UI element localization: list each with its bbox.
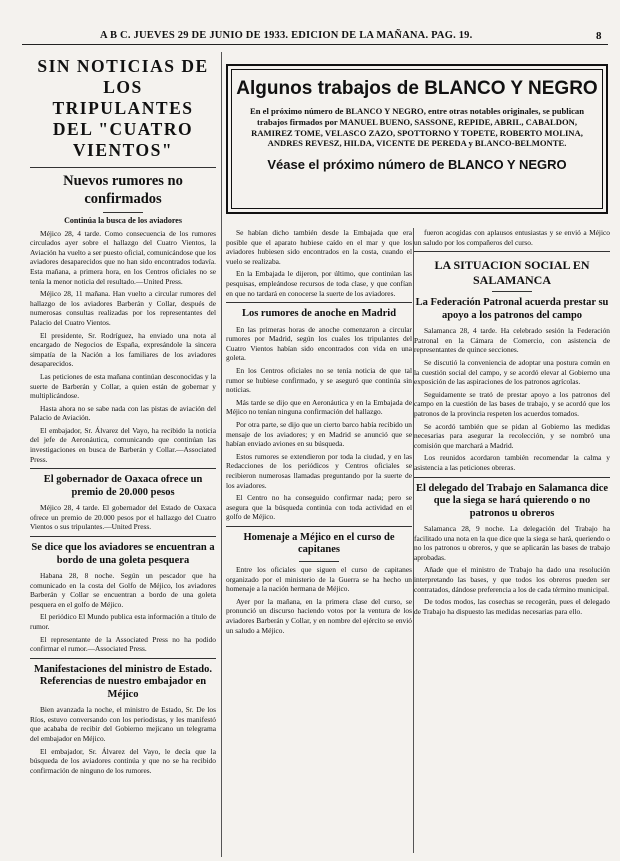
paragraph: fueron acogidas con aplausos entusiastas y se envió a Méjico un saludo por los compañeros del curso. — [414, 228, 610, 247]
divider — [226, 302, 412, 303]
subhead-busca: Continúa la busca de los aviadores — [64, 216, 182, 225]
paragraph: En las primeras horas de anoche comenzaron a circular rumores por Madrid, según los cuales los tripulantes del Cuatro Vientos habían sido encontrados con vida en una goleta. — [226, 324, 412, 363]
paragraph: Bien avanzada la noche, el ministro de Estado, Sr. De los Ríos, estuvo conversando con los periodistas, y les manifestó que acababa de recibir del Gobierno mejicano un telegrama del embajador en Méjico. — [30, 705, 216, 744]
paragraph: Se habían dicho también desde la Embajada que era posible que el aparato hubiese caído en el mar y que los aviadores hubiesen sido encontrados en la costa, cuando el vuelo se realizaba. — [226, 228, 412, 266]
headline-goleta: Se dice que los aviadores se encuentran a bordo de una goleta pesquera — [31, 542, 215, 566]
column-2 — [226, 228, 412, 853]
headline-homenaje: Homenaje a Méjico en el curso de capitanes — [243, 531, 395, 556]
headline-federacion: La Federación Patronal acuerda prestar su apoyo a los patronos del campo — [415, 297, 609, 321]
paragraph: Más tarde se dijo que en Aeronáutica y en la Embajada de Méjico no tenían ninguna confirmación del hallazgo. — [226, 397, 412, 417]
headline-manifestaciones: Manifestaciones del ministro de Estado. Referencias de nuestro embajador en Méjico — [33, 663, 212, 700]
paragraph: Ayer por la mañana, en la primera clase del curso, se pronunció un discurso haciendo votos por la ventura de los aviadores Barberán y Collar, y en nombre del ejército se envió un saludo a Méjico. — [226, 596, 412, 635]
headline-situacion-social: LA SITUACION SOCIAL EN SALAMANCA — [434, 258, 590, 287]
paragraph: Méjico 28, 11 mañana. Han vuelto a circular rumores del hallazgo de los aviadores Barberán y Collar, después de numerosas consultas realizadas por los representantes del Palacio del Cuatro Vientos. — [30, 289, 216, 327]
paragraph: El presidente, Sr. Rodríguez, ha enviado una nota al encargado de Negocios de España, expresándole la sincera simpatía de la Nación a los familiares de los aviadores desaparecidos. — [30, 330, 216, 369]
paragraph: El representante de la Associated Press no ha podido confirmar el rumor.—Associated Press. — [30, 634, 216, 654]
paragraph: Hasta ahora no se sabe nada con las pistas de aviación del Palacio de Aviación. — [30, 403, 216, 423]
paragraph: En los Centros oficiales no se tenía noticia de que tal rumor se hubiese confirmado, y se aseguró que continúa sin noticias. — [226, 366, 412, 395]
divider — [414, 251, 610, 252]
blanco-y-negro-ad — [226, 64, 608, 214]
paragraph: Por otra parte, se dijo que un cierto barco había recibido un mensaje de los aviadores; y en Madrid se anunció que se habían enviado aviones en su búsqueda. — [226, 420, 412, 449]
divider — [30, 536, 216, 537]
paragraph: De todos modos, las cosechas se recogerán, pues el delegado de Trabajo ha dispuesto las medidas necesarias para ello. — [414, 597, 610, 616]
headline-oaxaca: El gobernador de Oaxaca ofrece un premio de 20.000 pesos — [43, 474, 203, 498]
divider — [30, 658, 216, 659]
ad-footer: Véase el próximo número de BLANCO Y NEGRO — [267, 157, 567, 173]
headline-rumores: Nuevos rumores no confirmados — [63, 173, 183, 207]
paragraph: Los reunidos acordaron también recomendar la calma y asistencia a las peticiones obreras. — [414, 453, 610, 472]
divider — [226, 526, 412, 527]
paragraph: Estos rumores se extendieron por toda la ciudad, y en las Redacciones de los periódicos y Centros oficiales se recibieron numerosas llamadas preguntando por la suerte de los aviadores. — [226, 451, 412, 490]
header-rule — [22, 44, 608, 45]
paragraph: Se acordó también que se pidan al Gobierno las medidas necesarias para asegurar la recolección, y se nombró una comisión que marchará a Madrid. — [414, 421, 610, 450]
paragraph: El periódico El Mundo publica esta información a título de rumor. — [30, 612, 216, 631]
paragraph: Añade que el ministro de Trabajo ha dado una resolución interpretando las bases, y que todos los obreros pueden ser contratados, dándose preferencia a los de cada término municipal. — [414, 565, 610, 594]
headline-rumores-madrid: Los rumores de anoche en Madrid — [241, 308, 397, 320]
divider — [30, 167, 216, 168]
headline-delegado: El delegado del Trabajo en Salamanca dice que la siega se hará quierendo o no patronos u obreros — [415, 482, 609, 519]
page-header: A B C. JUEVES 29 DE JUNIO DE 1933. EDICION DE LA MAÑANA. PAG. 19. — [100, 30, 473, 41]
paragraph: El embajador, Sr. Álvarez del Vayo, le decía que la búsqueda de los aviadores continúa y que no se ha recibido confirmación de ninguno de los rumores. — [30, 746, 216, 775]
ad-body: En el próximo número de BLANCO Y NEGRO, entre otras notables originales, se publican trabajos firmados por MANUEL BUENO, SASSONE, REPIDE, ABRIL, CABALDON, RAMIREZ TOME, VELASCO ZAZO, SPOTTORNO Y TOPETE, ROBERTO MOLINA, ANDRES REVESZ, HILDA, VICENTE DE PEREDA y BLANCO-BELMONTE. — [250, 106, 584, 149]
main-headline: SIN NOTICIAS DE LOS TRIPULANTES DEL "CUATRO VIENTOS" — [37, 56, 209, 160]
paragraph: Méjico 28, 4 tarde. El gobernador del Estado de Oaxaca ofrece un premio de 20.000 pesos por el hallazgo del Cuatro Vientos o sus tripulantes.—United Press. — [30, 503, 216, 532]
divider — [30, 468, 216, 469]
paragraph: Habana 28, 8 noche. Según un pescador que ha comunicado en la costa del Golfo de Méjico, los aviadores Barberán y Collar se encuentran a bordo de una goleta pesquera en el golfo de Méjico. — [30, 571, 216, 609]
page-number-mark: 8 — [596, 30, 602, 42]
divider — [299, 561, 339, 562]
column-1 — [30, 52, 216, 857]
paragraph: Se discutió la conveniencia de adoptar una postura común en la cuestión social del campo, y se acordó elevar al Gobierno una exposición de las aspiraciones de los patronos agrícolas. — [414, 357, 610, 387]
column-3 — [414, 228, 610, 853]
paragraph: El Centro no ha conseguido confirmar nada; pero se asegura que la búsqueda continúa con toda actividad en el golfo de Méjico. — [226, 493, 412, 522]
ad-inner-frame — [231, 69, 603, 209]
paragraph: Las peticiones de esta mañana continúan desconocidas y la suerte de Barberán y Collar, a quien están de gobernar y multiplicándose. — [30, 371, 216, 401]
paragraph: El embajador, Sr. Álvarez del Vayo, ha recibido la noticia del jefe de Aeronáutica, comunicando que continúan las investigaciones en busca de Barberán y Collar.—Associated Press. — [30, 425, 216, 464]
paragraph: Seguidamente se trató de prestar apoyo a los patronos del campo en la cuestión de las bases de trabajo, y se acordó que los patronos de la provincia respeten los acuerdos tomados. — [414, 389, 610, 418]
divider — [103, 212, 143, 213]
column-divider — [221, 52, 222, 857]
paragraph: Entre los oficiales que siguen el curso de capitanes organizado por el ministerio de la Guerra se ha hecho un homenaje a la nación hermana de Méjico. — [226, 564, 412, 594]
paragraph: Méjico 28, 4 tarde. Como consecuencia de los rumores circulados ayer sobre el hallazgo del Cuatro Vientos, la Aviación ha vuelto a ser puesto oficial, comunicándose que los aviadores desaparecidos que no han sido encontrados todavía. Esta mañana, a primera hora, en los Centros oficiales no se tenía la menor noticia del resultado.—United Press. — [30, 228, 216, 286]
divider — [414, 477, 610, 478]
paragraph: Salamanca 28, 9 noche. La delegación del Trabajo ha facilitado una nota en la que dice que la siega se hará, queriendo o no los patronos u obreros, y que se aplicarán las bases de trabajo aprobadas. — [414, 524, 610, 562]
paragraph: En la Embajada le dijeron, por último, que continúan las pesquisas, empleándose recursos de toda clase, y que confían en que no tardará en conocerse la suerte de los aviadores. — [226, 269, 412, 298]
divider — [492, 291, 532, 292]
paragraph: Salamanca 28, 4 tarde. Ha celebrado sesión la Federación Patronal en la Cámara de Comercio, con asistencia de representantes de quince secciones. — [414, 326, 610, 355]
ad-title: Algunos trabajos de BLANCO Y NEGRO — [236, 78, 598, 99]
